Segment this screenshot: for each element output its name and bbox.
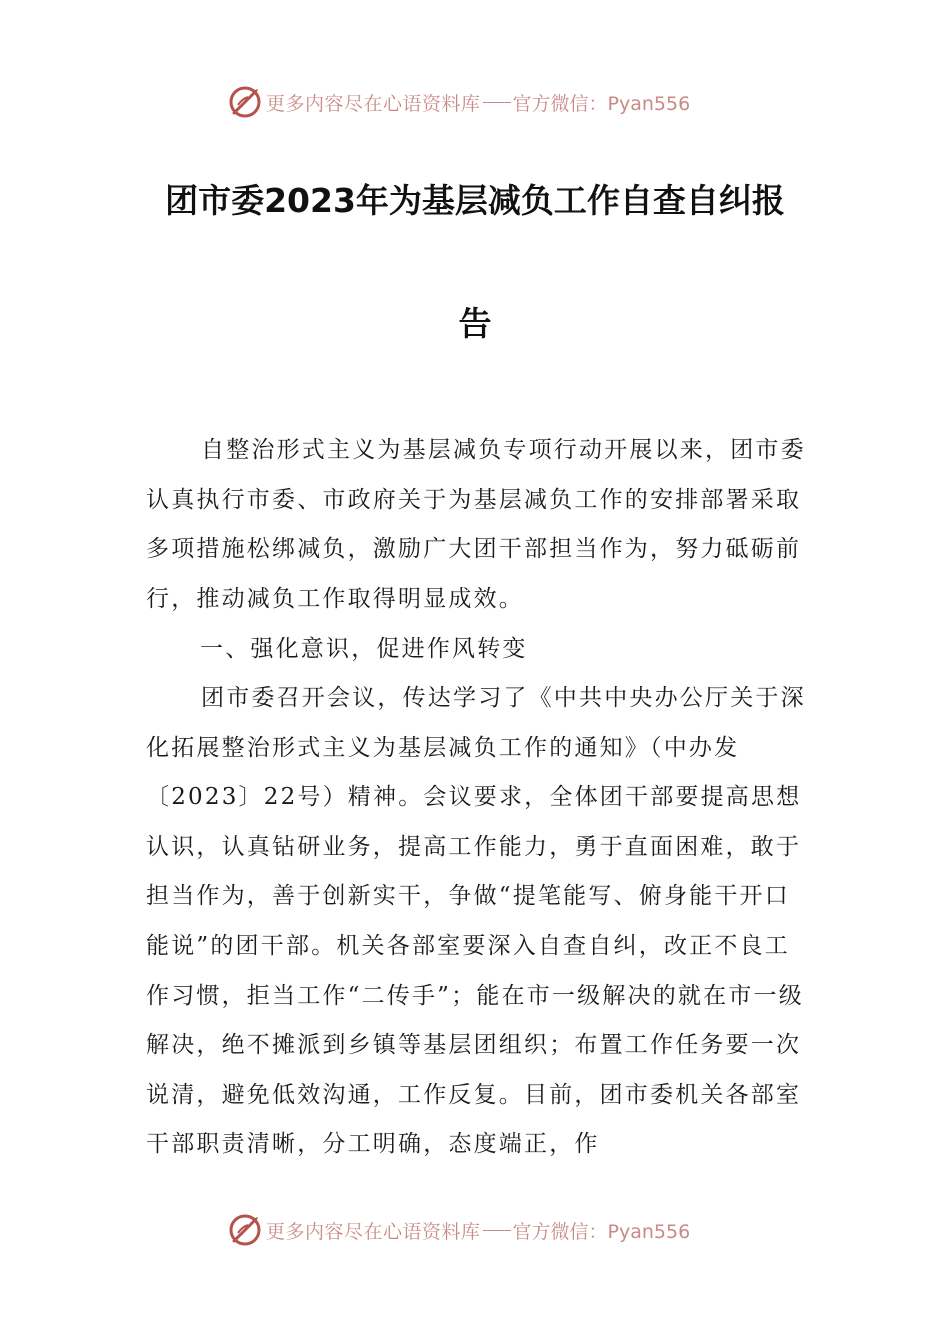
watermark-contact: 官方微信：Pyan556 [512, 1220, 691, 1243]
pen-logo-icon [228, 85, 262, 119]
watermark-contact: 官方微信：Pyan556 [512, 92, 691, 115]
pen-logo-icon [228, 1213, 262, 1247]
watermark-text: 更多内容尽在心语资料库 [266, 1220, 481, 1243]
document-title-line2: 告 [458, 304, 492, 343]
watermark-dash [483, 1230, 511, 1231]
watermark-dash [483, 102, 511, 103]
watermark-header [0, 82, 950, 122]
watermark-footer [0, 1210, 950, 1250]
document-title-line1: 团市委2023年为基层减负工作自查自纠报 [165, 181, 785, 220]
body-paragraph-2: 团市委召开会议，传达学习了《中共中央办公厅关于深化拓展整治形式主义为基层减负工作的通知》（中办发〔2023〕22号）精神。会议要求，全体团干部要提高思想认识，认真钻研业务，提高工作能力，勇于直面困难，敢于担当作为，善于创新实干，争做“提笔能写、俯身能干开口能说”的团干部。机关各部室要深入自查自纠，改正不良工作习惯，拒当工作“二传手”；能在市一级解决的就在市一级解决，绝不摊派到乡镇等基层团组织；布置工作任务要一次说清，避免低效沟通，工作反复。目前，团市委机关各部室干部职责清晰，分工明确，态度端正，作 [146, 685, 806, 1158]
section-heading-1: 一、强化意识，促进作风转变 [200, 636, 528, 662]
body-paragraph-1: 自整治形式主义为基层减负专项行动开展以来，团市委认真执行市委、市政府关于为基层减负工作的安排部署采取多项措施松绑减负，激励广大团干部担当作为，努力砥砺前行，推动减负工作取得明显成效。 [146, 437, 806, 612]
watermark-text: 更多内容尽在心语资料库 [266, 92, 481, 115]
